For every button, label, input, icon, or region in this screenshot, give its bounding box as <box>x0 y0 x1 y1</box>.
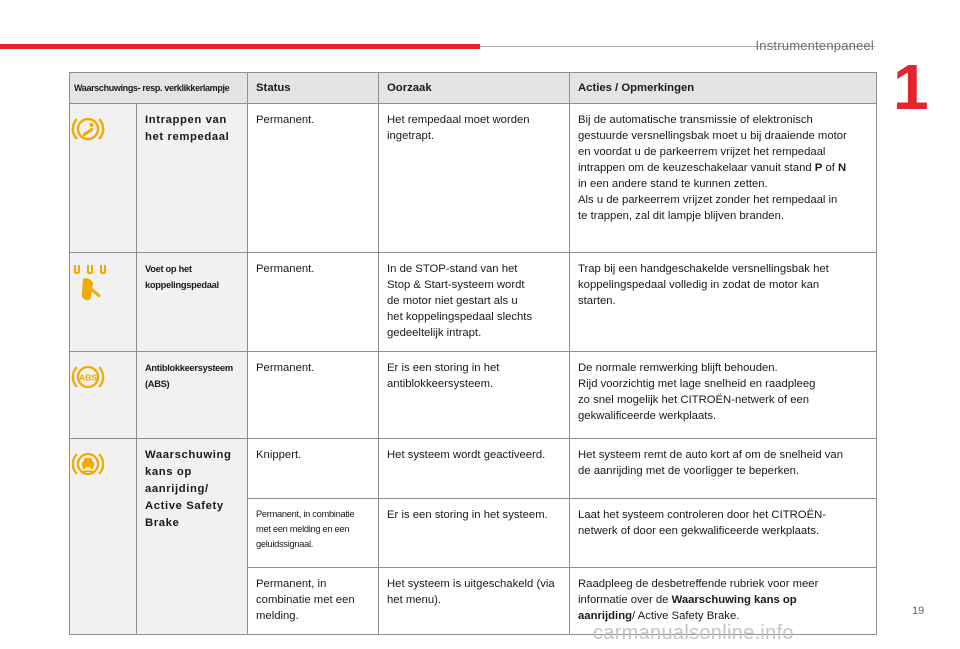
table-header-row <box>70 73 877 104</box>
cause-cell: In de STOP-stand van het Stop & Start-systeem wordt de motor niet gestart als u het koppelingspedaal slechts gedeeltelijk intrapt. <box>379 253 570 352</box>
header-accent-bar <box>0 44 480 49</box>
actions-cell: Bij de automatische transmissie of elektronisch gestuurde versnellingsbak moet u bij draaiende motor en voordat u de parkeerrem vrijzet het rempedaal intrappen om de keuzeschakelaar vanuit stand P of N in een andere stand te kunnen zetten. Als u de parkeerrem vrijzet zonder het rempedaal in te trappen, zal dit lampje blijven branden. <box>570 104 877 253</box>
status-cell: Knippert. <box>248 439 379 499</box>
status-cell: Permanent, in combinatie met een melding en een geluidssignaal. <box>248 499 379 568</box>
cause-cell: Het systeem is uitgeschakeld (via het menu). <box>379 568 570 635</box>
column-header-actions: Acties / Opmerkingen <box>570 73 877 104</box>
cause-cell: Er is een storing in het systeem. <box>379 499 570 568</box>
lamp-name: Intrappen van het rempedaal <box>137 104 248 253</box>
lamp-name: Waarschuwing kans op aanrijding/ Active Safety Brake <box>137 439 248 635</box>
table-row <box>70 104 877 253</box>
cause-cell: Het rempedaal moet worden ingetrapt. <box>379 104 570 253</box>
cause-cell: Het systeem wordt geactiveerd. <box>379 439 570 499</box>
column-header-lamp: Waarschuwings- resp. verklikkerlampje <box>70 73 248 104</box>
chapter-number: 1 <box>893 51 929 123</box>
actions-cell: De normale remwerking blijft behouden. Rijd voorzichtig met lage snelheid en raadpleeg zo snel mogelijk het CITROËN-netwerk of een gekwalificeerde werkplaats. <box>570 352 877 439</box>
foot-on-clutch-icon <box>70 253 137 352</box>
cause-cell: Er is een storing in het antiblokkeersysteem. <box>379 352 570 439</box>
lamp-name: Voet op het koppelingspedaal <box>137 253 248 352</box>
watermark: carmanualsonline.info <box>593 622 794 644</box>
actions-cell: Trap bij een handgeschakelde versnellingsbak het koppelingspedaal volledig in zodat de motor kan starten. <box>570 253 877 352</box>
page-number: 19 <box>912 605 925 617</box>
status-cell: Permanent. <box>248 253 379 352</box>
status-cell: Permanent, in combinatie met een melding. <box>248 568 379 635</box>
actions-cell: Raadpleeg de desbetreffende rubriek voor meer informatie over de Waarschuwing kans op aanrijding/ Active Safety Brake. <box>570 568 877 635</box>
abs-icon <box>70 352 137 439</box>
brake-pedal-warning-icon <box>70 104 137 253</box>
collision-warning-icon <box>70 439 137 635</box>
actions-cell: Laat het systeem controleren door het CITROËN- netwerk of door een gekwalificeerde werkplaats. <box>570 499 877 568</box>
table-row <box>70 352 877 439</box>
column-header-cause: Oorzaak <box>379 73 570 104</box>
table-row <box>70 253 877 352</box>
column-header-status: Status <box>248 73 379 104</box>
section-title: Instrumentenpaneel <box>755 38 874 53</box>
status-cell: Permanent. <box>248 352 379 439</box>
lamp-name: Antiblokkeersysteem (ABS) <box>137 352 248 439</box>
status-cell: Permanent. <box>248 104 379 253</box>
table-row <box>70 439 877 499</box>
warning-lamps-table <box>69 72 877 635</box>
actions-cell: Het systeem remt de auto kort af om de snelheid van de aanrijding met de voorligger te beperken. <box>570 439 877 499</box>
svg-text:ABS: ABS <box>79 372 97 383</box>
